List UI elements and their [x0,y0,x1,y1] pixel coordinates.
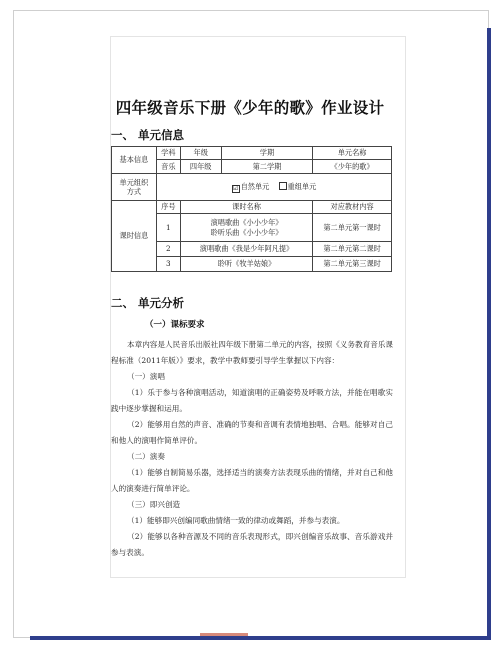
course-row-3-no: 3 [156,257,180,272]
course-row-3-content: 第二单元第三课时 [313,257,392,272]
paragraph-singing-2 [111,417,393,449]
frame-accent-tab [200,633,248,636]
paragraph-intro [111,337,393,369]
course-row-2-content: 第二单元第二课时 [313,242,392,257]
section-heading-unit-analysis: 二、 单元分析 [111,296,185,310]
paragraph-playing-heading-text: （二）演奏 [127,452,165,461]
org-method-label: 单元组织方式 [112,174,157,201]
paragraph-creation-1-text: （1）能够即兴创编同歌曲情绪一致的律动或舞蹈，并参与表演。 [127,516,345,525]
basic-info-label: 基本信息 [112,147,157,174]
header-subject: 学科 [156,147,180,160]
frame-shadow-right [487,28,491,640]
paragraph-singing-heading-text: （一）演唱 [127,372,165,381]
course-row-3-name: 聆听《牧羊姑娘》 [180,257,312,272]
course-header-content: 对应教材内容 [313,201,392,214]
course-row-1-name-line1: 演唱歌曲《小小少年》 [210,218,283,227]
course-header-no: 序号 [156,201,180,214]
course-row-1-name [180,214,312,242]
paragraph-singing-1 [111,385,393,417]
course-header-name: 课时名称 [180,201,312,214]
section-heading-unit-info: 一、 单元信息 [111,128,185,142]
paragraph-creation-1 [111,513,393,529]
unit-info-table [111,146,392,272]
paragraph-creation-2 [111,529,393,561]
header-unit-name: 单元名称 [313,147,392,160]
header-grade: 年级 [180,147,221,160]
paragraph-playing-heading [111,449,393,465]
paragraph-playing-1 [111,465,393,497]
course-row-1-no: 1 [156,214,180,242]
course-row-1-name-line2: 聆听乐曲《小小少年》 [210,227,283,237]
frame-shadow-bottom [30,636,491,640]
option-natural-unit-label: 自然单元 [240,181,270,191]
paragraph-singing-2-text: （2）能够用自然的声音、准确的节奏和音调有表情地独唱、合唱。能够对自己和他人的演唱作简单评价。 [111,420,393,445]
value-unit-name: 《少年的歌》 [313,160,392,174]
checkbox-natural-unit[interactable]: ☑ [232,184,239,192]
org-method-options [156,174,391,201]
course-row-2-name: 演唱歌曲《我是少年阿凡提》 [180,242,312,257]
checkbox-regrouped-unit[interactable] [279,182,287,190]
document-title: 四年级音乐下册《少年的歌》作业设计 [115,99,385,117]
course-info-label: 课时信息 [112,201,157,272]
value-grade: 四年级 [180,160,221,174]
paragraph-intro-text: 本章内容是人民音乐出版社四年级下册第二单元的内容，按照《义务教育音乐课程标准（2011年版）》要求，教学中教师要引导学生掌握以下内容： [111,340,393,365]
paragraph-creation-heading [111,497,393,513]
value-subject: 音乐 [156,160,180,174]
value-semester: 第二学期 [221,160,313,174]
paragraph-creation-heading-text: （三）即兴创造 [127,500,181,509]
paragraph-creation-2-text: （2）能够以各种音源及不同的音乐表现形式，即兴创编音乐故事、音乐游戏并参与表演。 [111,532,393,557]
course-row-2-no: 2 [156,242,180,257]
paragraph-singing-heading [111,369,393,385]
paragraph-singing-1-text: （1）乐于参与各种演唱活动，知道演唱的正确姿势及呼吸方法，并能在唱歌实践中逐步掌握和运用。 [111,388,393,413]
option-regrouped-unit-label: 重组单元 [287,181,317,191]
subsection-heading-curriculum: （一）课标要求 [145,320,205,330]
course-row-1-content: 第二单元第一课时 [313,214,392,242]
paragraph-playing-1-text: （1）能够自制简易乐器，选择适当的演奏方法表现乐曲的情绪，并对自己和他人的演奏进行简单评论。 [111,468,393,493]
header-semester: 学期 [221,147,313,160]
